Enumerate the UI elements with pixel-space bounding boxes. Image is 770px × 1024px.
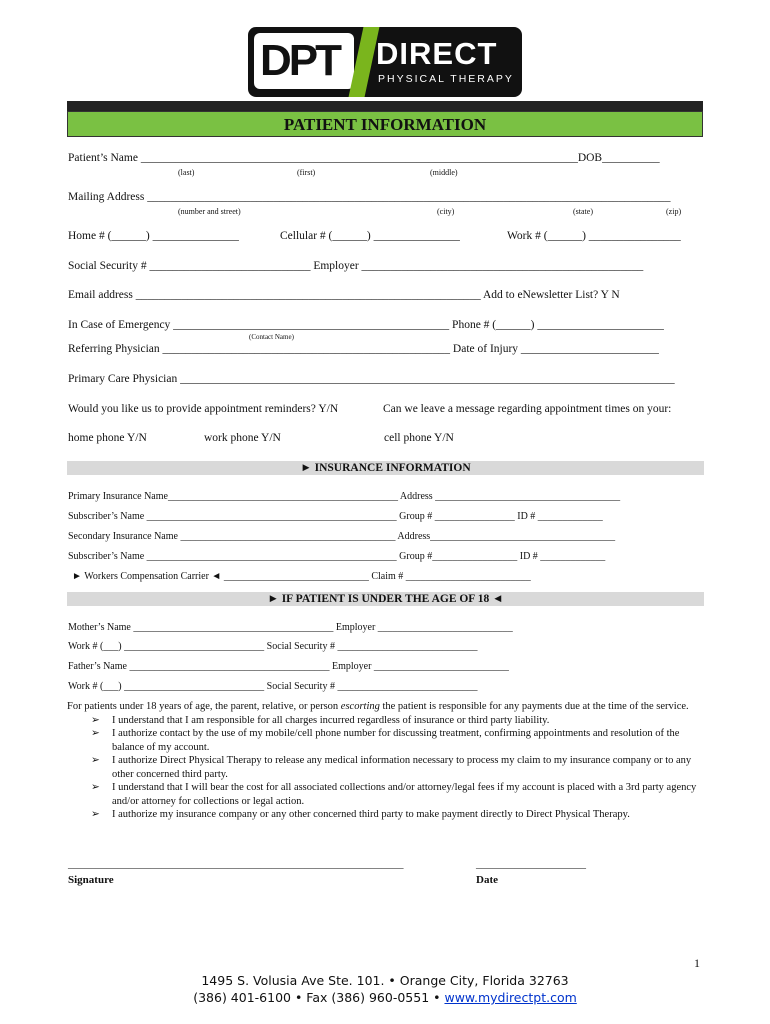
insurance-section-header: ► INSURANCE INFORMATION bbox=[67, 461, 704, 475]
name-sub-last: (last) bbox=[178, 168, 195, 177]
website-link[interactable]: www.mydirectpt.com bbox=[444, 990, 577, 1005]
title-bar-top bbox=[67, 101, 703, 111]
terms-block bbox=[67, 700, 704, 822]
logo-brand-sub: PHYSICAL THERAPY bbox=[378, 73, 514, 85]
father-name-field[interactable]: Father’s Name ________________________________________ Employer ___________________________ bbox=[68, 661, 509, 672]
home-phone-field[interactable]: Home # (______) _______________ bbox=[68, 230, 239, 242]
date-line[interactable]: ____________________ bbox=[476, 858, 586, 870]
list-item: ➢ I authorize Direct Physical Therapy to release any medical information necessary to process my claim to my insurance company or to any other concerned third party. bbox=[91, 755, 692, 780]
name-sub-middle: (middle) bbox=[430, 168, 458, 177]
list-item: ➢ I authorize my insurance company or any other concerned third party to make payment directly to Direct Physical Therapy. bbox=[91, 809, 630, 820]
pcp-field[interactable]: Primary Care Physician ______________________________________________________________________________________ bbox=[68, 373, 675, 385]
mother-name-field[interactable]: Mother’s Name ________________________________________ Employer ___________________________ bbox=[68, 622, 513, 633]
signature-label: Signature bbox=[68, 874, 114, 886]
signature-line[interactable]: _____________________________________________________________ bbox=[68, 858, 404, 870]
father-work-field[interactable]: Work # (___) ____________________________ Social Security # ____________________________ bbox=[68, 681, 478, 692]
emergency-sub: (Contact Name) bbox=[249, 333, 294, 341]
mailing-address-field[interactable]: Mailing Address ___________________________________________________________________________________________ bbox=[68, 191, 671, 203]
terms-list bbox=[67, 714, 704, 822]
referring-physician-field[interactable]: Referring Physician __________________________________________________ Date of Injury ________________________ bbox=[68, 343, 659, 355]
logo-dpt-text: DPT bbox=[260, 36, 339, 85]
cell-phone-yn[interactable]: cell phone Y/N bbox=[384, 432, 454, 444]
emergency-contact-field[interactable]: In Case of Emergency ________________________________________________ Phone # (______) ______________________ bbox=[68, 319, 664, 331]
patient-name-field[interactable]: Patient’s Name ____________________________________________________________________________DOB__________ bbox=[68, 152, 660, 164]
work-phone-yn[interactable]: work phone Y/N bbox=[204, 432, 281, 444]
list-item: ➢ I understand that I am responsible for all charges incurred regardless of insurance or third party liability. bbox=[91, 714, 550, 726]
ssn-employer-field[interactable]: Social Security # ____________________________ Employer _________________________________________________ bbox=[68, 260, 644, 272]
secondary-insurance-field[interactable]: Secondary Insurance Name ___________________________________________ Address_____________________________________ bbox=[68, 531, 616, 542]
email-field[interactable]: Email address ____________________________________________________________ Add to eNewsletter List? Y N bbox=[68, 289, 620, 301]
company-logo bbox=[248, 27, 522, 97]
subscriber2-field[interactable]: Subscriber’s Name __________________________________________________ Group #_________________ ID # _____________ bbox=[68, 551, 606, 562]
home-phone-yn[interactable]: home phone Y/N bbox=[68, 432, 147, 444]
page-number: 1 bbox=[694, 956, 700, 970]
primary-insurance-field[interactable]: Primary Insurance Name______________________________________________ Address _____________________________________ bbox=[68, 491, 621, 502]
footer-contact bbox=[0, 990, 770, 1005]
list-item: ➢ I authorize contact by the use of my mobile/cell phone number for discussing treatment, confirming appointments and resolution of the balance of my account. bbox=[91, 728, 680, 753]
name-sub-first: (first) bbox=[297, 168, 316, 177]
workers-comp-field[interactable]: ► Workers Compensation Carrier ◄ _____________________________ Claim # _________________________ bbox=[72, 571, 531, 582]
terms-intro: For patients under 18 years of age, the parent, relative, or person escorting the patient is responsible for any payments due at the time of the service. bbox=[67, 701, 689, 712]
cellular-phone-field[interactable]: Cellular # (______) _______________ bbox=[280, 230, 460, 242]
work-phone-field[interactable]: Work # (______) ________________ bbox=[507, 230, 681, 242]
form-title: PATIENT INFORMATION bbox=[67, 111, 703, 137]
mail-sub-zip: (zip) bbox=[666, 207, 682, 216]
mail-sub-street: (number and street) bbox=[178, 207, 241, 216]
mail-sub-state: (state) bbox=[573, 207, 593, 216]
mother-work-field[interactable]: Work # (___) ____________________________ Social Security # ____________________________ bbox=[68, 641, 478, 652]
logo-brand-word: DIRECT bbox=[376, 36, 498, 71]
minor-section-header: ► IF PATIENT IS UNDER THE AGE OF 18 ◄ bbox=[67, 592, 704, 606]
footer-phones: (386) 401-6100 • Fax (386) 960-0551 • bbox=[193, 990, 445, 1005]
mail-sub-city: (city) bbox=[437, 207, 455, 216]
list-item: ➢ I understand that I will bear the cost for all associated collections and/or attorney/legal fees if my account is placed with a 3rd party agency and/or attorney for collections or legal action. bbox=[91, 782, 697, 807]
reminders-question[interactable]: Would you like us to provide appointment reminders? Y/N bbox=[68, 403, 339, 415]
message-question: Can we leave a message regarding appointment times on your: bbox=[383, 403, 672, 415]
date-label: Date bbox=[476, 874, 498, 886]
subscriber1-field[interactable]: Subscriber’s Name __________________________________________________ Group # ________________ ID # _____________ bbox=[68, 511, 603, 522]
footer-address: 1495 S. Volusia Ave Ste. 101. • Orange City, Florida 32763 bbox=[201, 973, 569, 988]
